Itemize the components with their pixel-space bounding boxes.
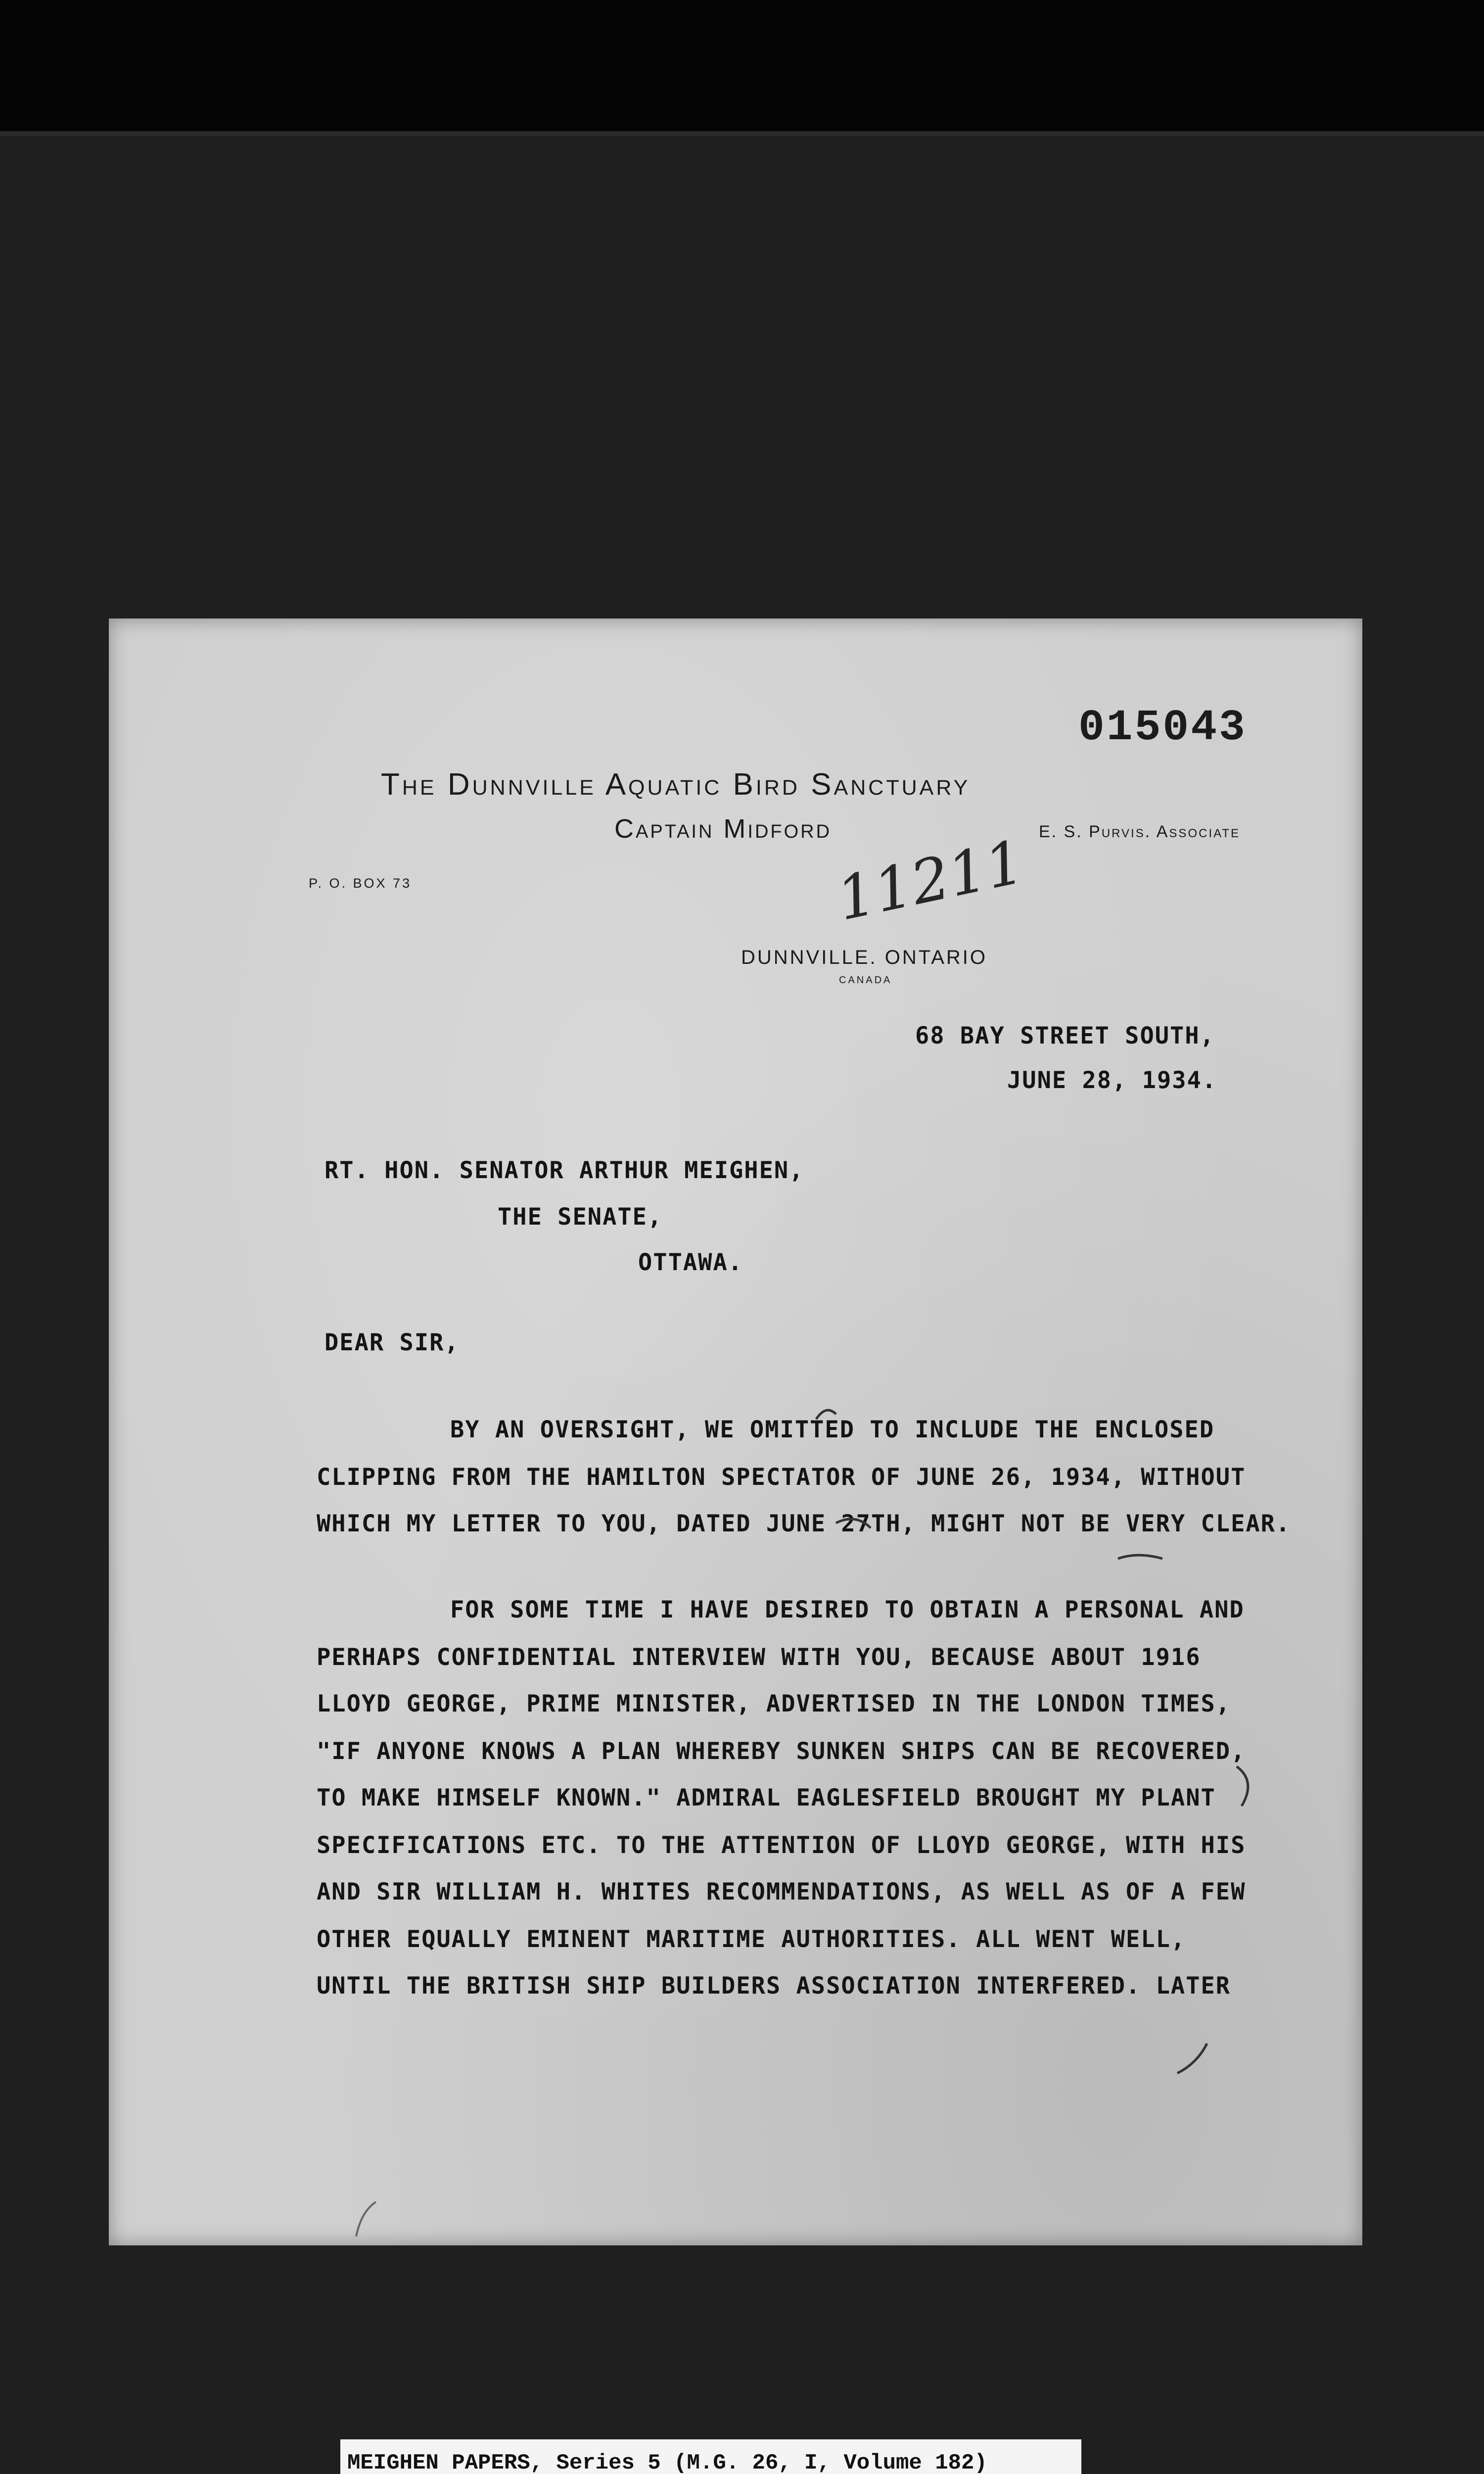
letterhead-associate: E. S. Purvis. Associate (1039, 822, 1241, 841)
body-line: OTHER EQUALLY EMINENT MARITIME AUTHORITIES. ALL WENT WELL, (317, 1926, 1186, 1953)
letter-page (109, 618, 1362, 2245)
body-line: AND SIR WILLIAM H. WHITES RECOMMENDATIONS, AS WELL AS OF A FEW (317, 1878, 1246, 1905)
recipient-line: THE SENATE, (498, 1203, 663, 1231)
film-border-gap (0, 131, 1484, 136)
body-line: SPECIFICATIONS ETC. TO THE ATTENTION OF LLOYD GEORGE, WITH HIS (317, 1832, 1246, 1859)
salutation: DEAR SIR, (325, 1329, 460, 1356)
document-number-stamp: 015043 (1078, 704, 1247, 753)
body-line: LLOYD GEORGE, PRIME MINISTER, ADVERTISED IN THE LONDON TIMES, (317, 1690, 1231, 1717)
body-line: TO MAKE HIMSELF KNOWN." ADMIRAL EAGLESFIELD BROUGHT MY PLANT (317, 1784, 1216, 1811)
body-line: PERHAPS CONFIDENTIAL INTERVIEW WITH YOU, BECAUSE ABOUT 1916 (317, 1644, 1201, 1671)
body-line: WHICH MY LETTER TO YOU, DATED JUNE 27TH, MIGHT NOT BE VERY CLEAR. (317, 1510, 1291, 1537)
body-line: BY AN OVERSIGHT, WE OMITTED TO INCLUDE THE ENCLOSED (450, 1416, 1215, 1443)
letterhead-po-box: P. O. BOX 73 (309, 876, 412, 891)
address-line: 68 BAY STREET SOUTH, (915, 1022, 1215, 1049)
body-line: UNTIL THE BRITISH SHIP BUILDERS ASSOCIATION INTERFERED. LATER (317, 1972, 1231, 1999)
letterhead-city: DUNNVILLE. ONTARIO (741, 947, 987, 968)
recipient-line: RT. HON. SENATOR ARTHUR MEIGHEN, (325, 1157, 804, 1184)
film-border-top (0, 0, 1484, 131)
body-line: CLIPPING FROM THE HAMILTON SPECTATOR OF JUNE 26, 1934, WITHOUT (317, 1464, 1246, 1491)
handwritten-note: 11211 (831, 827, 1030, 934)
letterhead-captain: Captain Midford (614, 814, 832, 844)
body-line: FOR SOME TIME I HAVE DESIRED TO OBTAIN A PERSONAL AND (450, 1596, 1245, 1623)
body-line: "IF ANYONE KNOWS A PLAN WHEREBY SUNKEN SHIPS CAN BE RECOVERED, (317, 1738, 1246, 1765)
pen-marks (109, 618, 1362, 2245)
address-line: JUNE 28, 1934. (1007, 1067, 1217, 1094)
recipient-line: OTTAWA. (638, 1249, 743, 1276)
collection-label: MEIGHEN PAPERS, Series 5 (M.G. 26, I, Volume 182) (340, 2439, 1081, 2474)
letterhead-title: The Dunnville Aquatic Bird Sanctuary (381, 767, 971, 802)
letterhead-country: CANADA (839, 975, 892, 986)
